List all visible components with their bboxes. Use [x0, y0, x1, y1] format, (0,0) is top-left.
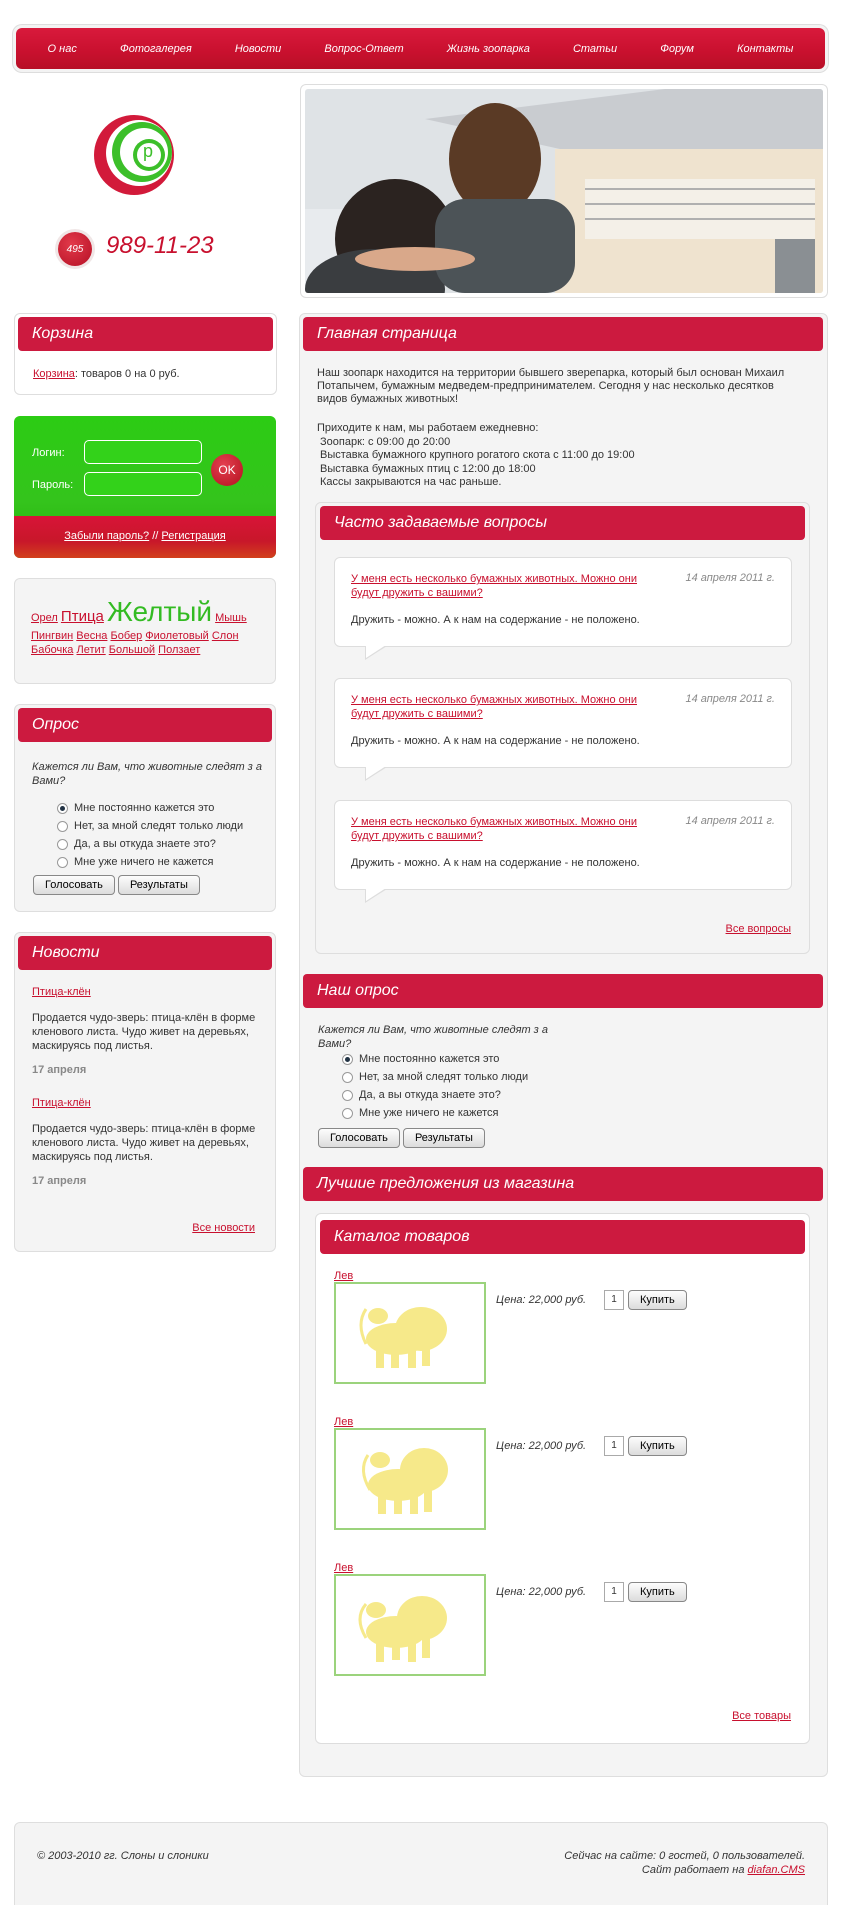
tag[interactable]: Весна [76, 630, 108, 642]
password-label: Пароль: [32, 479, 74, 491]
all-questions-link[interactable]: Все вопросы [725, 923, 791, 935]
nav-about[interactable]: О нас [47, 42, 77, 55]
all-news-link[interactable]: Все новости [192, 1222, 255, 1234]
phone-number: 989-11-23 [106, 232, 214, 259]
password-input[interactable] [84, 472, 202, 496]
poll-main-actions [318, 1128, 485, 1148]
tag[interactable]: Летит [76, 644, 106, 656]
option-label: Мне постоянно кажется это [359, 1053, 500, 1065]
cart-title: Корзина [18, 317, 273, 351]
news-item-title[interactable]: Птица-клён [32, 986, 91, 998]
tag[interactable]: Большой [108, 644, 156, 656]
login-ok-button[interactable] [211, 454, 243, 486]
poll-left-panel [14, 704, 276, 912]
hours-line: Кассы закрываются на час раньше. [320, 476, 502, 488]
cart-panel [14, 313, 277, 395]
product-image[interactable] [334, 1574, 486, 1676]
product-image[interactable] [334, 1428, 486, 1530]
radio-icon[interactable] [342, 1054, 353, 1065]
poll-option[interactable] [57, 853, 243, 871]
results-button[interactable]: Результаты [118, 875, 200, 895]
poll-option[interactable] [57, 817, 243, 835]
product-name[interactable]: Лев [334, 1270, 354, 1282]
poll-option[interactable] [342, 1068, 528, 1086]
top-navigation [16, 28, 825, 69]
poll-main-options [342, 1050, 528, 1122]
tag-cloud [14, 578, 276, 684]
hero-image [300, 84, 828, 298]
all-products-link[interactable]: Все товары [732, 1710, 791, 1722]
faq-item [334, 557, 792, 647]
faq-item [334, 678, 792, 768]
online-count: Сейчас на сайте: 0 гостей, 0 пользователей. [564, 1850, 805, 1862]
ok-label: OK [218, 463, 236, 477]
faq-date: 14 апреля 2011 г. [685, 815, 775, 827]
hours-line: Зоопарк: с 09:00 до 20:00 [320, 435, 451, 448]
faq-item [334, 800, 792, 890]
product-name[interactable]: Лев [334, 1562, 354, 1574]
login-footer [14, 516, 276, 558]
cms-link[interactable]: diafan.CMS [747, 1864, 805, 1876]
tag[interactable]: Бобер [110, 630, 143, 642]
main-title: Главная страница [303, 317, 823, 351]
shop-title: Лучшие предложения из магазина [303, 1167, 823, 1201]
login-separator: // [149, 530, 162, 542]
tag[interactable]: Желтый [106, 596, 213, 627]
radio-icon[interactable] [342, 1108, 353, 1119]
news-title: Новости [18, 936, 272, 970]
buy-button[interactable]: Купить [628, 1436, 687, 1456]
nav-contacts[interactable]: Контакты [737, 42, 794, 55]
news-item-title[interactable]: Птица-клён [32, 1097, 91, 1109]
login-input[interactable] [84, 440, 202, 464]
nav-zoo-life[interactable]: Жизнь зоопарка [446, 42, 530, 55]
tag[interactable]: Слон [211, 630, 239, 642]
quantity-input[interactable]: 1 [604, 1290, 624, 1310]
copyright: © 2003-2010 гг. Слоны и слоники [37, 1850, 209, 1862]
speech-tail-fill [366, 766, 386, 779]
poll-option[interactable] [57, 799, 243, 817]
radio-icon[interactable] [57, 803, 68, 814]
poll-option[interactable] [57, 835, 243, 853]
nav-gallery[interactable]: Фотогалерея [119, 42, 192, 55]
cart-summary [33, 368, 180, 380]
main-intro: Наш зоопарк находится на территории бывшего зверепарка, который был основан Михаил Потапычем, бумажным медведем-предпринимателем. Сегодня у нас несколько десятков видов бумажных животных! [317, 367, 785, 405]
register-link[interactable]: Регистрация [161, 530, 226, 542]
footer [14, 1822, 828, 1905]
results-button[interactable]: Результаты [403, 1128, 485, 1148]
speech-tail-fill [366, 645, 386, 658]
powered-by [642, 1864, 805, 1876]
option-label: Нет, за мной следят только люди [359, 1071, 529, 1083]
cart-link[interactable]: Корзина [33, 368, 75, 380]
faq-answer: Дружить - можно. А к нам на содержание - не положено. [351, 614, 640, 626]
hours-line: Выставка бумажных птиц с 12:00 до 18:00 [320, 462, 536, 475]
news-item-text: Продается чудо-зверь: птица-клён в форме кленового листа. Чудо живет на деревьях, маскируясь под листья. [32, 1123, 256, 1163]
radio-icon[interactable] [342, 1072, 353, 1083]
tag[interactable]: Бабочка [31, 644, 74, 656]
product-price: Цена: 22,000 руб. [496, 1440, 587, 1452]
phone-code: 495 [66, 243, 84, 255]
nav-faq[interactable]: Вопрос-Ответ [324, 42, 404, 55]
tag[interactable]: Мышь [215, 612, 247, 624]
forgot-password-link[interactable]: Забыли пароль? [64, 530, 150, 542]
poll-left-actions [33, 875, 200, 895]
poll-option[interactable] [342, 1050, 528, 1068]
site-logo[interactable] [90, 110, 184, 200]
quantity-input[interactable]: 1 [604, 1436, 624, 1456]
news-item-date: 17 апреля [32, 1064, 87, 1076]
speech-tail-fill [366, 888, 386, 901]
news-item-text: Продается чудо-зверь: птица-клён в форме кленового листа. Чудо живет на деревьях, маскируясь под листья. [32, 1012, 256, 1052]
radio-icon[interactable] [342, 1090, 353, 1101]
product-price: Цена: 22,000 руб. [496, 1586, 587, 1598]
option-label: Нет, за мной следят только люди [74, 820, 244, 832]
tag-row-1 [31, 596, 259, 627]
faq-title: Часто задаваемые вопросы [320, 506, 805, 540]
catalog-title: Каталог товаров [320, 1220, 805, 1254]
option-label: Да, а вы откуда знаете это? [359, 1089, 501, 1101]
product-price: Цена: 22,000 руб. [496, 1294, 587, 1306]
faq-question[interactable]: У меня есть несколько бумажных животных. Можно они будут дружить с вашими? [351, 816, 637, 842]
tag[interactable]: Фиолетовый [145, 630, 209, 642]
faq-date: 14 апреля 2011 г. [685, 572, 775, 584]
hours-title: Приходите к нам, мы работаем ежедневно: [317, 422, 539, 434]
logo-letter: р [143, 141, 154, 161]
poll-option[interactable] [342, 1104, 528, 1122]
poll-option[interactable] [342, 1086, 528, 1104]
login-panel [14, 416, 276, 558]
main-hours [317, 422, 635, 490]
nav-forum[interactable]: Форум [660, 42, 694, 55]
nav-articles[interactable]: Статьи [572, 42, 618, 55]
poll-left-question: Кажется ли Вам, что животные следят з а Вами? [32, 761, 262, 787]
product-image[interactable] [334, 1282, 486, 1384]
powered-text: Сайт работает на [641, 1864, 748, 1876]
radio-icon[interactable] [57, 839, 68, 850]
news-item-date: 17 апреля [32, 1175, 87, 1187]
phone-code-badge [58, 232, 92, 266]
option-label: Мне уже ничего не кажется [74, 856, 214, 868]
login-label: Логин: [32, 447, 65, 459]
radio-icon[interactable] [57, 821, 68, 832]
faq-question[interactable]: У меня есть несколько бумажных животных. Можно они будут дружить с вашими? [351, 694, 637, 720]
tag[interactable]: Птица [60, 608, 104, 625]
cart-text: : товаров 0 на 0 руб. [74, 368, 180, 380]
option-label: Да, а вы откуда знаете это? [74, 838, 216, 850]
faq-answer: Дружить - можно. А к нам на содержание - не положено. [351, 735, 640, 747]
vote-button[interactable]: Голосовать [318, 1128, 400, 1148]
news-panel [14, 932, 276, 1252]
poll-left-title: Опрос [18, 708, 272, 742]
quantity-input[interactable]: 1 [604, 1582, 624, 1602]
faq-date: 14 апреля 2011 г. [685, 693, 775, 705]
tag[interactable]: Ползает [158, 644, 201, 656]
poll-left-options [57, 799, 243, 871]
nav-news[interactable]: Новости [234, 42, 282, 55]
vote-button[interactable]: Голосовать [33, 875, 115, 895]
radio-icon[interactable] [57, 857, 68, 868]
option-label: Мне постоянно кажется это [74, 802, 215, 814]
news-item [32, 1096, 262, 1188]
tag[interactable]: Пингвин [31, 630, 74, 642]
product-name[interactable]: Лев [334, 1416, 354, 1428]
buy-button[interactable]: Купить [628, 1582, 687, 1602]
poll-main-title: Наш опрос [303, 974, 823, 1008]
buy-button[interactable]: Купить [628, 1290, 687, 1310]
tag-row-3 [31, 643, 259, 657]
option-label: Мне уже ничего не кажется [359, 1107, 499, 1119]
news-item [32, 985, 262, 1077]
poll-main-question: Кажется ли Вам, что животные следят з а Вами? [318, 1024, 548, 1050]
hours-line: Выставка бумажного крупного рогатого скота с 11:00 до 19:00 [320, 449, 635, 461]
tag[interactable]: Орел [31, 612, 58, 624]
faq-question[interactable]: У меня есть несколько бумажных животных. Можно они будут дружить с вашими? [351, 573, 637, 599]
tag-row-2 [31, 629, 259, 643]
faq-answer: Дружить - можно. А к нам на содержание - не положено. [351, 857, 640, 869]
